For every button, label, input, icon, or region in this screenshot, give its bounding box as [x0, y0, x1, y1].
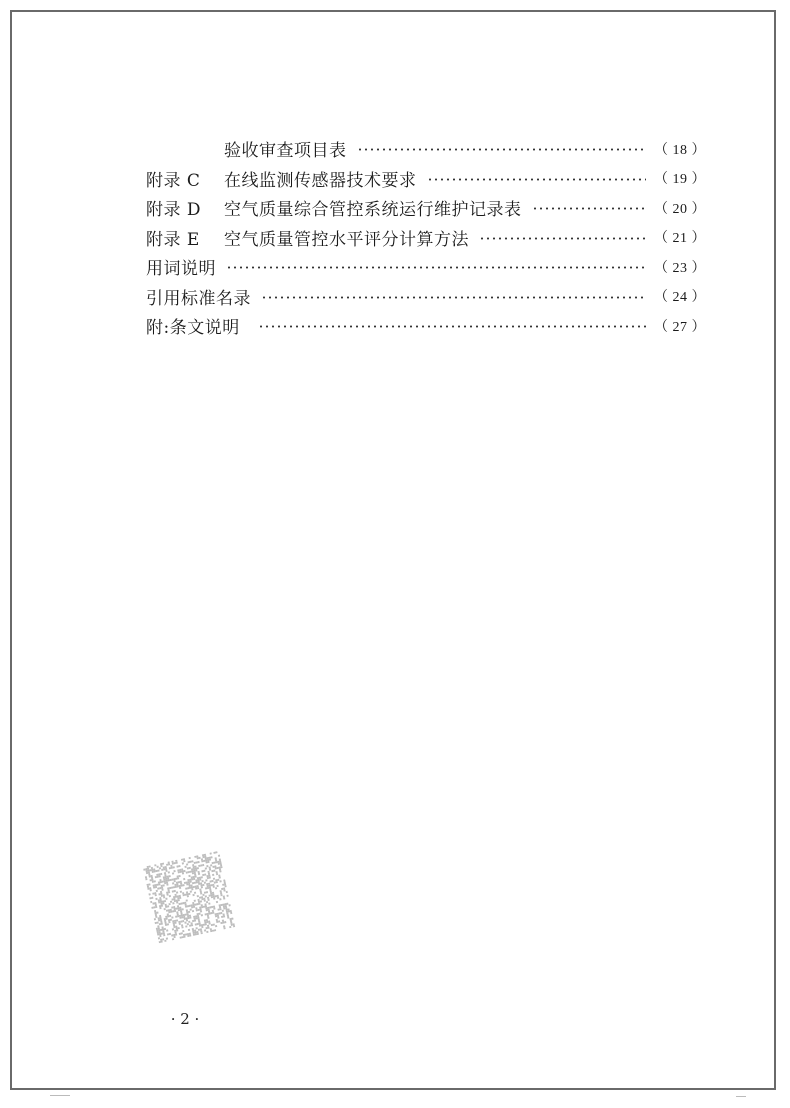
toc-page-number: （ 21 ） [654, 231, 706, 247]
toc-page-number: （ 19 ） [654, 172, 706, 188]
toc-appendix-prefix: 附录 E [146, 229, 200, 250]
toc-label [146, 195, 522, 220]
toc-appendix-prefix: 附录 C [146, 170, 201, 191]
toc-label [146, 225, 469, 250]
dot-leader [261, 296, 646, 299]
toc-entry[interactable] [146, 223, 706, 253]
table-of-contents [146, 134, 706, 341]
toc-entry[interactable] [146, 193, 706, 223]
scan-speck [736, 1096, 746, 1097]
toc-title: 用词说明 [146, 259, 216, 280]
toc-title: 验收审查项目表 [224, 141, 347, 162]
scan-speck [50, 1095, 70, 1096]
toc-page-number: （ 23 ） [654, 260, 706, 276]
toc-page-number: （ 18 ） [654, 142, 706, 158]
toc-entry[interactable] [146, 282, 706, 312]
dot-leader [479, 237, 646, 240]
dot-leader [532, 207, 647, 210]
dot-leader [427, 178, 647, 181]
dot-leader [357, 148, 647, 151]
toc-entry[interactable] [146, 164, 706, 194]
toc-title: 附:条文说明 [146, 318, 240, 339]
toc-title: 在线监测传感器技术要求 [224, 170, 417, 191]
toc-title: 空气质量综合管控系统运行维护记录表 [224, 200, 522, 221]
qr-code-stamp-icon [143, 851, 236, 944]
toc-label [146, 166, 417, 191]
toc-entry[interactable] [146, 252, 706, 282]
toc-appendix-prefix: 附录 D [146, 200, 202, 221]
toc-page-number: （ 27 ） [654, 319, 706, 335]
toc-title: 引用标准名录 [146, 288, 251, 309]
page-number: · 2 · [170, 1010, 200, 1028]
toc-title: 空气质量管控水平评分计算方法 [224, 229, 469, 250]
toc-page-number: （ 20 ） [654, 201, 706, 217]
dot-leader [226, 266, 646, 269]
toc-entry[interactable] [146, 311, 706, 341]
dot-leader [258, 325, 646, 328]
toc-entry[interactable] [146, 134, 706, 164]
toc-page-number: （ 24 ） [654, 290, 706, 306]
